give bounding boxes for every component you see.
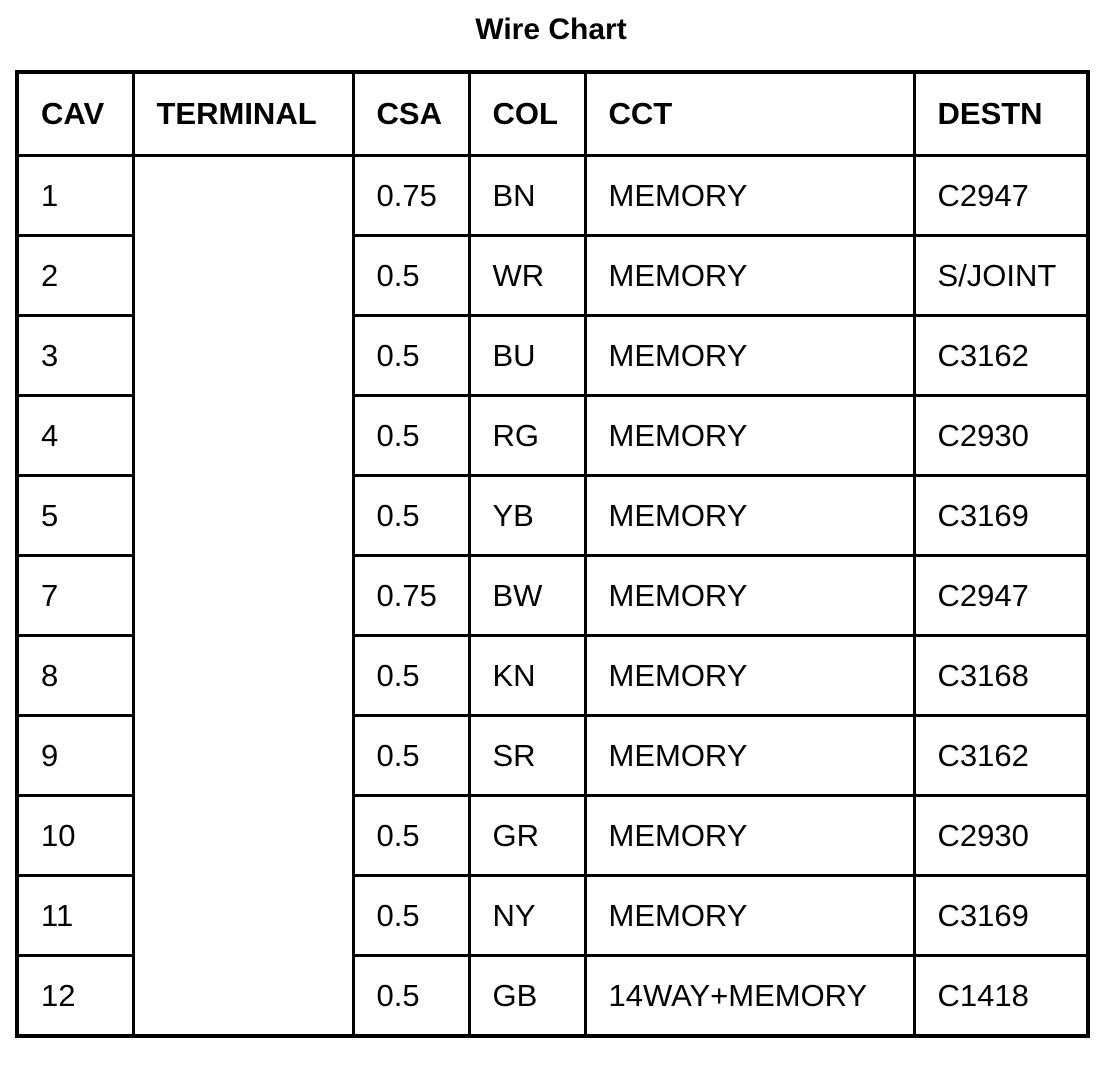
cell-cct: MEMORY (585, 236, 914, 316)
header-cav: CAV (17, 72, 133, 156)
cell-col: BW (469, 556, 585, 636)
header-destn: DESTN (914, 72, 1088, 156)
header-col: COL (469, 72, 585, 156)
cell-cct: 14WAY+MEMORY (585, 956, 914, 1037)
cell-csa: 0.5 (353, 476, 469, 556)
cell-col: WR (469, 236, 585, 316)
cell-cct: MEMORY (585, 716, 914, 796)
cell-col: YB (469, 476, 585, 556)
cell-csa: 0.5 (353, 956, 469, 1037)
cell-col: NY (469, 876, 585, 956)
cell-csa: 0.5 (353, 396, 469, 476)
cell-destn: C2947 (914, 156, 1088, 236)
cell-csa: 0.5 (353, 316, 469, 396)
cell-cav: 9 (17, 716, 133, 796)
cell-cct: MEMORY (585, 476, 914, 556)
cell-col: SR (469, 716, 585, 796)
cell-destn: S/JOINT (914, 236, 1088, 316)
cell-cav: 11 (17, 876, 133, 956)
cell-cct: MEMORY (585, 636, 914, 716)
cell-cct: MEMORY (585, 796, 914, 876)
terminal-cell (133, 156, 353, 1037)
cell-cct: MEMORY (585, 876, 914, 956)
cell-csa: 0.5 (353, 796, 469, 876)
cell-cav: 10 (17, 796, 133, 876)
chart-title: Wire Chart (475, 13, 627, 46)
cell-destn: C3168 (914, 636, 1088, 716)
cell-csa: 0.75 (353, 156, 469, 236)
cell-csa: 0.5 (353, 636, 469, 716)
cell-cav: 8 (17, 636, 133, 716)
cell-cav: 12 (17, 956, 133, 1037)
wire-chart-table (15, 70, 1090, 1038)
cell-col: GB (469, 956, 585, 1037)
cell-col: BN (469, 156, 585, 236)
cell-cav: 3 (17, 316, 133, 396)
table-row (17, 156, 1088, 236)
header-row (17, 72, 1088, 156)
cell-col: GR (469, 796, 585, 876)
header-csa: CSA (353, 72, 469, 156)
cell-cav: 1 (17, 156, 133, 236)
cell-destn: C1418 (914, 956, 1088, 1037)
cell-col: RG (469, 396, 585, 476)
cell-cct: MEMORY (585, 556, 914, 636)
cell-col: BU (469, 316, 585, 396)
cell-cav: 5 (17, 476, 133, 556)
cell-destn: C3162 (914, 716, 1088, 796)
cell-cct: MEMORY (585, 156, 914, 236)
cell-csa: 0.5 (353, 716, 469, 796)
cell-csa: 0.75 (353, 556, 469, 636)
header-terminal: TERMINAL (133, 72, 353, 156)
cell-destn: C3169 (914, 876, 1088, 956)
cell-destn: C3162 (914, 316, 1088, 396)
cell-cav: 2 (17, 236, 133, 316)
cell-destn: C2930 (914, 396, 1088, 476)
cell-csa: 0.5 (353, 876, 469, 956)
cell-csa: 0.5 (353, 236, 469, 316)
cell-destn: C3169 (914, 476, 1088, 556)
cell-destn: C2930 (914, 796, 1088, 876)
cell-cav: 7 (17, 556, 133, 636)
cell-col: KN (469, 636, 585, 716)
cell-cct: MEMORY (585, 316, 914, 396)
cell-cav: 4 (17, 396, 133, 476)
cell-cct: MEMORY (585, 396, 914, 476)
cell-destn: C2947 (914, 556, 1088, 636)
header-cct: CCT (585, 72, 914, 156)
